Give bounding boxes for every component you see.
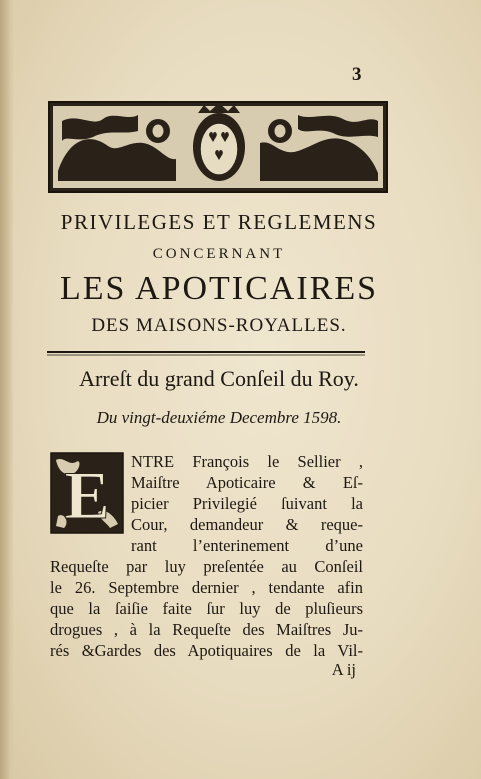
ornamental-headpiece [48,101,388,193]
page-gutter-shadow [0,0,14,779]
body-line-1: NTRE François le Sellier , [131,452,363,471]
rule-line [47,350,365,356]
svg-text:E: E [64,457,110,533]
drop-cap-ornament [50,452,124,534]
signature-mark: A ij [331,660,356,679]
title-line-apoticaires: LES APOTICAIRES [59,270,379,307]
body-line-6: Requeſte par luy preſentée au Conſeil [50,557,363,576]
body-line-5: rant l’enterinement d’une [131,536,363,555]
decree-heading: Arreſt du grand Conſeil du Roy. [79,366,359,391]
headpiece-engraving [48,101,388,193]
decree-date: Du vingt-deuxiéme Decembre 1598. [96,408,342,427]
decorated-initial-e [50,452,124,534]
body-line-3: picier Privilegié ſuivant la [131,494,363,513]
title-line-concernant: CONCERNANT [152,246,286,262]
body-line-4: Cour, demandeur & reque- [131,515,363,534]
body-line-9: drogues , à la Requeſte des Maiſtres Ju- [50,620,363,639]
page-number: 3 [352,64,362,85]
body-line-8: que la ſaiſie faite ſur luy de pluſieurs [50,599,363,618]
body-line-7: le 26. Septembre dernier , tendante afin [50,578,363,597]
ornamental-rule [47,350,365,356]
body-line-10: rés &Gardes des Apotiquaires de la Vil- [50,641,363,660]
title-line-privileges: PRIVILEGES ET REGLEMENS [60,210,378,234]
title-line-maisons-royalles: DES MAISONS-ROYALLES. [91,315,347,336]
body-line-2: Maiſtre Apoticaire & Eſ- [131,473,363,492]
